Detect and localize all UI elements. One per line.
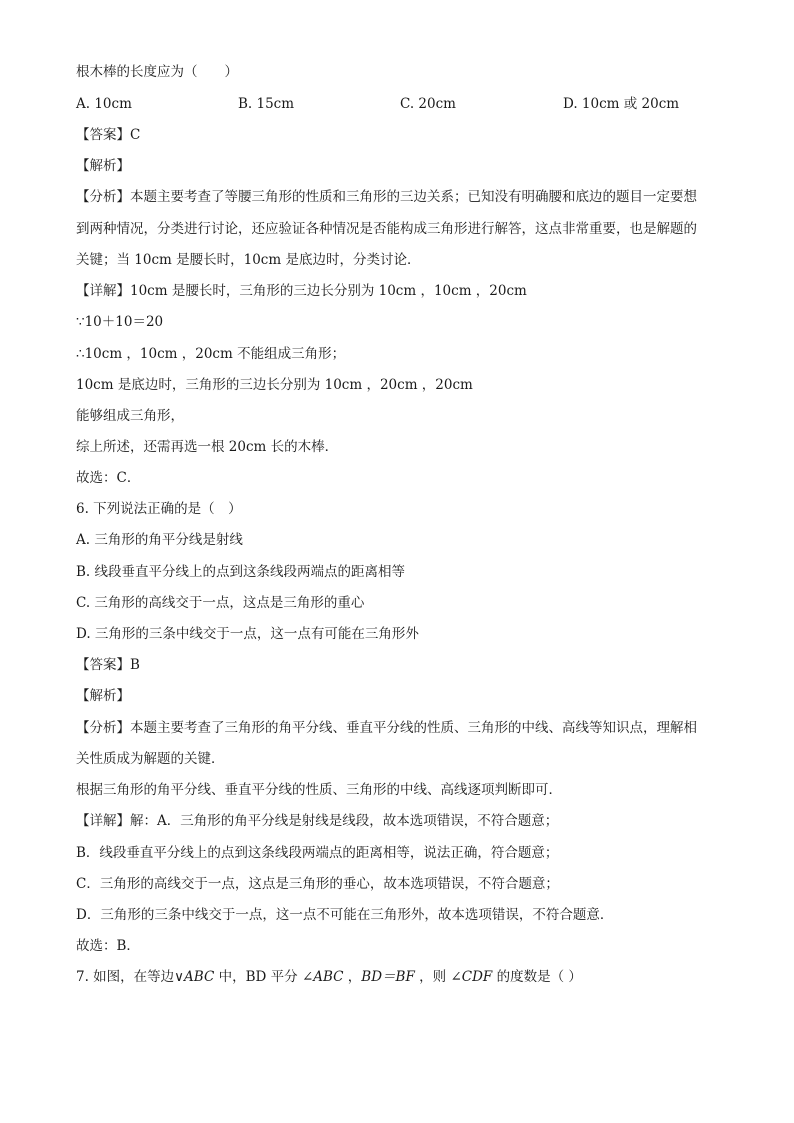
text-line: ∵10＋10＝20 bbox=[76, 314, 164, 330]
option-a: A. 三角形的角平分线是射线 bbox=[76, 532, 243, 548]
text-line: 关性质成为解题的关键． bbox=[76, 751, 225, 767]
option-c: C. 20cm bbox=[400, 96, 456, 112]
text-line: 10cm 是底边时，三角形的三边长分别为 10cm ，20cm ，20cm bbox=[76, 377, 473, 393]
text-line: 到两种情况，分类进行讨论，还应验证各种情况是否能构成三角形进行解答，这点非常重要，也是解题的 bbox=[76, 221, 697, 237]
answer-label: 【答案】C bbox=[76, 127, 141, 143]
option-b: B. 15cm bbox=[238, 96, 295, 112]
text-line: 【分析】本题主要考查了三角形的角平分线、垂直平分线的性质、三角形的中线、高线等知识点，理解相 bbox=[76, 720, 697, 736]
text-line: 故选：C． bbox=[76, 470, 141, 486]
q7-separator: ， bbox=[343, 969, 362, 985]
text-line: ∴10cm ，10cm ，20cm 不能组成三角形； bbox=[76, 346, 346, 362]
q7-prefix: 7. 如图，在等边 bbox=[76, 969, 175, 985]
text-line: 根据三角形的角平分线、垂直平分线的性质、三角形的中线、高线逐项判断即可． bbox=[76, 782, 562, 798]
text-line: B．线段垂直平分线上的点到这条线段两端点的距离相等，说法正确，符合题意； bbox=[76, 845, 559, 861]
text-line: 关键；当 10cm 是腰长时，10cm 是底边时，分类讨论． bbox=[76, 252, 421, 268]
text-line: 【详解】10cm 是腰长时，三角形的三边长分别为 10cm ，10cm ，20cm bbox=[76, 283, 527, 299]
analysis-label: 【解析】 bbox=[76, 688, 130, 704]
option-d: D. 10cm 或 20cm bbox=[563, 96, 680, 112]
option-c: C. 三角形的高线交于一点，这点是三角形的重心 bbox=[76, 595, 365, 611]
q5-options bbox=[76, 95, 726, 113]
q7-text: 中，BD 平分 bbox=[214, 969, 302, 985]
text-line: 能够组成三角形， bbox=[76, 408, 184, 424]
text-line: C．三角形的高线交于一点，这点是三角形的垂心，故本选项错误，不符合题意； bbox=[76, 876, 559, 892]
q7-text: ，则 bbox=[414, 969, 451, 985]
text-line: 综上所述，还需再选一根 20cm 长的木棒． bbox=[76, 439, 339, 455]
option-d: D. 三角形的三条中线交于一点，这一点有可能在三角形外 bbox=[76, 626, 419, 642]
angle-cdf: ∠CDF bbox=[450, 969, 493, 985]
text-line: 根木棒的长度应为（ ） bbox=[76, 64, 238, 80]
text-line: D．三角形的三条中线交于一点，这一点不可能在三角形外，故本选项错误，不符合题意． bbox=[76, 907, 614, 923]
equation-bd-bf: BD＝BF bbox=[361, 969, 415, 985]
angle-abc: ∠ABC bbox=[301, 969, 344, 985]
text-line: 故选：B． bbox=[76, 938, 140, 954]
question-6: 6. 下列说法正确的是（ ） bbox=[76, 501, 242, 517]
triangle-abc: ∨ABC bbox=[174, 969, 215, 985]
text-line: 【详解】解：A．三角形的角平分线是射线是线段，故本选项错误，不符合题意； bbox=[76, 813, 559, 829]
q7-suffix: 的度数是（ ） bbox=[492, 969, 582, 985]
text-line: 【分析】本题主要考查了等腰三角形的性质和三角形的三边关系；已知没有明确腰和底边的题目一定要想 bbox=[76, 189, 697, 205]
option-a: A. 10cm bbox=[76, 96, 132, 112]
analysis-label: 【解析】 bbox=[76, 158, 130, 174]
option-b: B. 线段垂直平分线上的点到这条线段两端点的距离相等 bbox=[76, 564, 406, 580]
question-7 bbox=[76, 968, 726, 986]
answer-label: 【答案】B bbox=[76, 657, 140, 673]
